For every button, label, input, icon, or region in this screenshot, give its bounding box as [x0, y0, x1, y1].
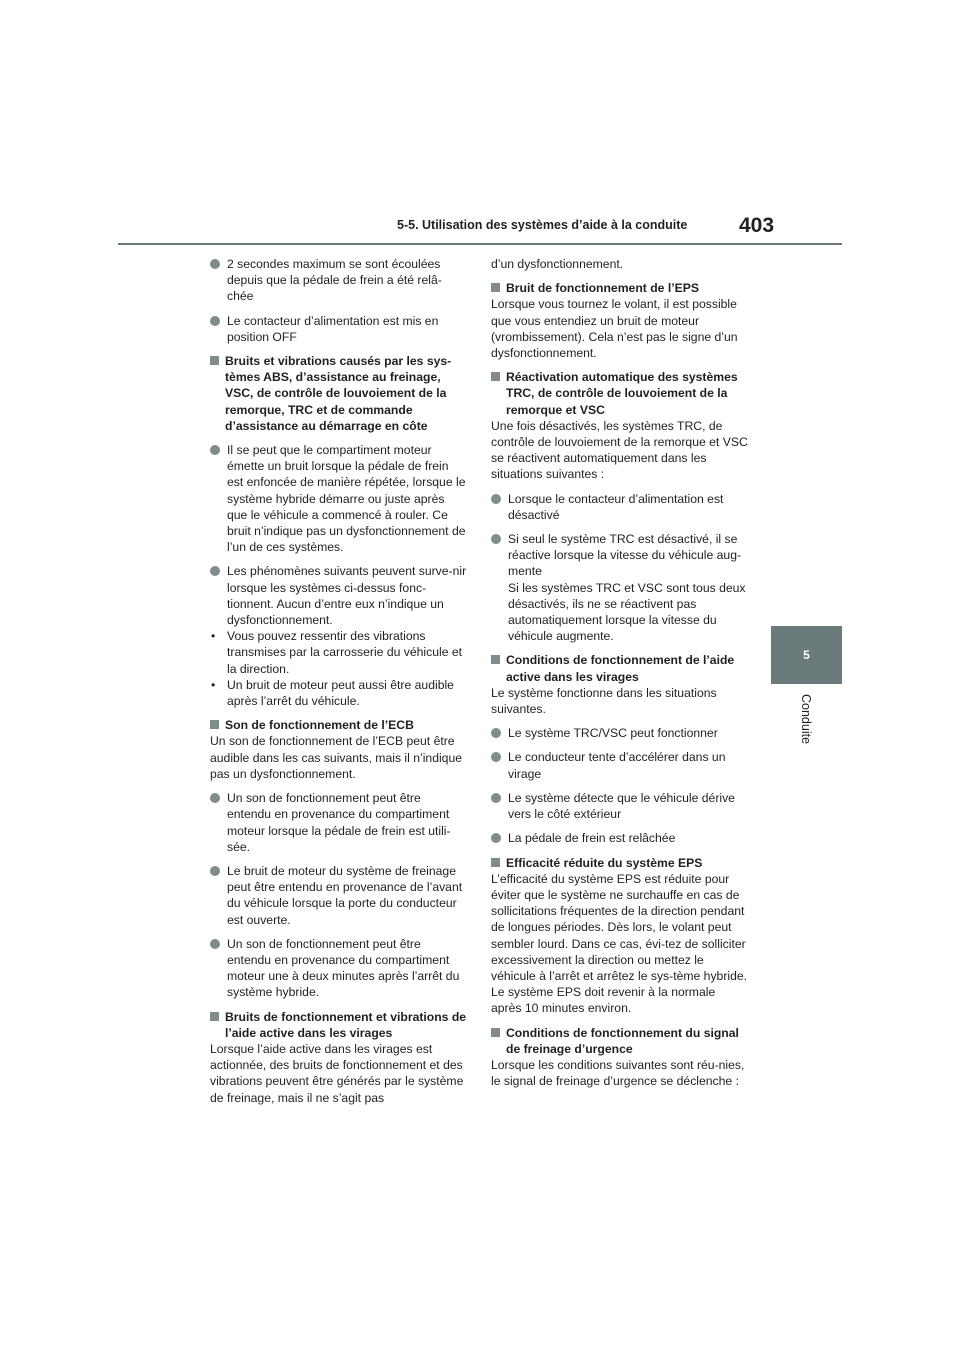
list-item-text: Le contacteur d’alimentation est mis en position OFF — [227, 313, 439, 344]
square-bullet-icon — [491, 1028, 500, 1037]
list-item — [210, 936, 467, 1001]
dash-list-item — [211, 677, 467, 709]
bullet-icon — [491, 833, 501, 843]
list-item-text: Le système TRC/VSC peut fonctionner — [508, 726, 718, 741]
list-item-text: Il se peut que le compartiment moteur émette un bruit lorsque la pédale de frein est enfoncée de manière répétée, lorsque le système hybride démarre ou juste après que le véhicule a commencé à rouler. Ce bruit n’indique pas un dysfonctionnement de l’un de ces systèmes. — [227, 443, 466, 555]
list-item — [210, 790, 467, 855]
bullet-icon — [210, 866, 220, 876]
square-bullet-icon — [491, 858, 500, 867]
paragraph: Lorsque les conditions suivantes sont réu-nies, le signal de freinage d’urgence se déclenche : — [491, 1057, 745, 1089]
section-heading-text: Bruit de fonctionnement de l’EPS — [506, 281, 699, 296]
section-heading-text: Conditions de fonctionnement de l’aide active dans les virages — [506, 653, 735, 684]
page-number: 403 — [739, 214, 775, 237]
list-item-text: Le conducteur tente d’accélérer dans un virage — [508, 750, 726, 781]
dash-list-item-text: Vous pouvez ressentir des vibrations transmises par la carrosserie du véhicule et la direction. — [227, 629, 463, 676]
square-bullet-icon — [210, 1012, 219, 1021]
list-item-text: Si seul le système TRC est désactivé, il se réactive lorsque la vitesse du véhicule aug-mente — [508, 532, 742, 579]
section-heading — [491, 855, 748, 871]
chapter-tab — [771, 626, 842, 684]
list-item — [210, 863, 467, 928]
section-title: 5-5. Utilisation des systèmes d’aide à la conduite — [397, 218, 688, 232]
section-heading — [210, 1009, 467, 1041]
list-item-text: Le bruit de moteur du système de freinage peut être entendu en provenance de l’avant du véhicule lorsque la porte du conducteur est ouverte. — [227, 863, 463, 927]
bullet-icon — [210, 316, 220, 326]
section-heading-text: Bruits de fonctionnement et vibrations de l’aide active dans les virages — [225, 1009, 467, 1040]
bullet-icon — [491, 494, 501, 504]
square-bullet-icon — [210, 356, 219, 365]
bullet-icon — [491, 534, 501, 544]
list-item-text: Les phénomènes suivants peuvent surve-nir lorsque les systèmes ci-dessus fonc-tionnent. Aucun d’entre eux n’indique un dysfonctionnement. — [227, 564, 467, 628]
chapter-label: Conduite — [799, 694, 813, 745]
list-item-text: 2 secondes maximum se sont écoulées depuis que la pédale de frein a été relâ-chée — [227, 257, 442, 304]
section-heading-text: Conditions de fonctionnement du signal de freinage d’urgence — [506, 1025, 739, 1056]
section-heading-text: Bruits et vibrations causés par les sys-tèmes ABS, d’assistance au freinage, VSC, de contrôle de louvoiement de la remorque, TRC et de commande d’assistance au démarrage en côte — [225, 354, 452, 433]
header-divider — [118, 243, 842, 245]
list-item — [210, 442, 467, 555]
list-item-text: Un son de fonctionnement peut être entendu en provenance du compartiment moteur lorsque la pédale de frein est utili-sée. — [227, 791, 451, 854]
square-bullet-icon — [491, 283, 500, 292]
list-item — [491, 531, 748, 644]
paragraph: Un son de fonctionnement de l’ECB peut être audible dans les cas suivants, mais il n’indique pas un dysfonctionnement. — [210, 734, 463, 781]
list-item — [210, 563, 467, 628]
right-column — [491, 256, 748, 1089]
paragraph: Une fois désactivés, les systèmes TRC, de contrôle de louvoiement de la remorque et VSC se réactivent automatiquement dans les situations suivantes : — [491, 418, 748, 482]
list-item-text: La pédale de frein est relâchée — [508, 831, 676, 846]
paragraph: Lorsque vous tournez le volant, il est possible que vous entendiez un bruit de moteur (vrombissement). Cela n’est pas le signe d’un dysfonctionnement. — [491, 297, 738, 361]
square-bullet-icon — [491, 655, 500, 664]
dash-bullet-icon: • — [211, 629, 216, 644]
list-item-text: Si les systèmes TRC et VSC sont tous deux désactivés, ils ne se réactivent pas automatiquement lorsque la vitesse du véhicule augmente. — [508, 580, 746, 644]
section-heading-text: Son de fonctionnement de l’ECB — [225, 718, 414, 733]
section-heading — [491, 652, 748, 684]
section-heading — [210, 353, 467, 434]
bullet-icon — [210, 566, 220, 576]
paragraph: d’un dysfonctionnement. — [491, 257, 624, 271]
section-heading — [491, 280, 748, 296]
square-bullet-icon — [210, 720, 219, 729]
bullet-icon — [491, 752, 501, 762]
list-item-text: Le système détecte que le véhicule dérive vers le côté extérieur — [508, 790, 735, 822]
dash-list-item-text: Un bruit de moteur peut aussi être audible après l’arrêt du véhicule. — [227, 677, 454, 709]
section-heading — [210, 717, 467, 733]
bullet-icon — [491, 793, 501, 803]
list-item — [491, 749, 748, 781]
list-item — [491, 790, 748, 822]
square-bullet-icon — [491, 372, 500, 381]
paragraph: L’efficacité du système EPS est réduite pour éviter que le système ne surchauffe en cas de sollicitations fréquentes de la direction pendant de longues périodes. Dès lors, le volant peut sembler lourd. Dans ce cas, évi-tez de solliciter excessivement la direction ou mettez le véhicule à l’arrêt et arrêtez le sys-tème hybride. Le système EPS doit revenir à la normale après 10 minutes environ. — [491, 871, 748, 1016]
bullet-icon — [210, 939, 220, 949]
list-item — [491, 725, 748, 741]
section-heading — [491, 1025, 748, 1057]
bullet-icon — [210, 793, 220, 803]
bullet-icon — [491, 728, 501, 738]
bullet-icon — [210, 445, 220, 455]
section-heading-text: Réactivation automatique des systèmes TRC, de contrôle de louvoiement de la remorque et VSC — [506, 370, 738, 417]
dash-list-item — [211, 628, 467, 677]
section-heading — [491, 369, 748, 418]
list-item — [210, 313, 467, 345]
chapter-label-container — [799, 694, 813, 754]
list-item — [491, 830, 748, 846]
paragraph: Le système fonctionne dans les situations suivantes. — [491, 685, 717, 717]
paragraph: Lorsque l’aide active dans les virages est actionnée, des bruits de fonctionnement et des vibrations peuvent être générés par le système de freinage, mais il ne s’agit pas — [210, 1041, 464, 1105]
dash-bullet-icon: • — [211, 677, 216, 692]
section-heading-text: Efficacité réduite du système EPS — [506, 855, 703, 870]
dash-list — [210, 628, 467, 709]
left-column — [210, 256, 467, 1106]
list-item — [491, 491, 748, 523]
chapter-number: 5 — [803, 648, 810, 662]
list-item — [210, 256, 467, 305]
list-item-text: Un son de fonctionnement peut être entendu en provenance du compartiment moteur une à deux minutes après l’arrêt du système hybride. — [227, 936, 460, 1000]
bullet-icon — [210, 259, 220, 269]
list-item-text: Lorsque le contacteur d’alimentation est désactivé — [508, 491, 724, 522]
